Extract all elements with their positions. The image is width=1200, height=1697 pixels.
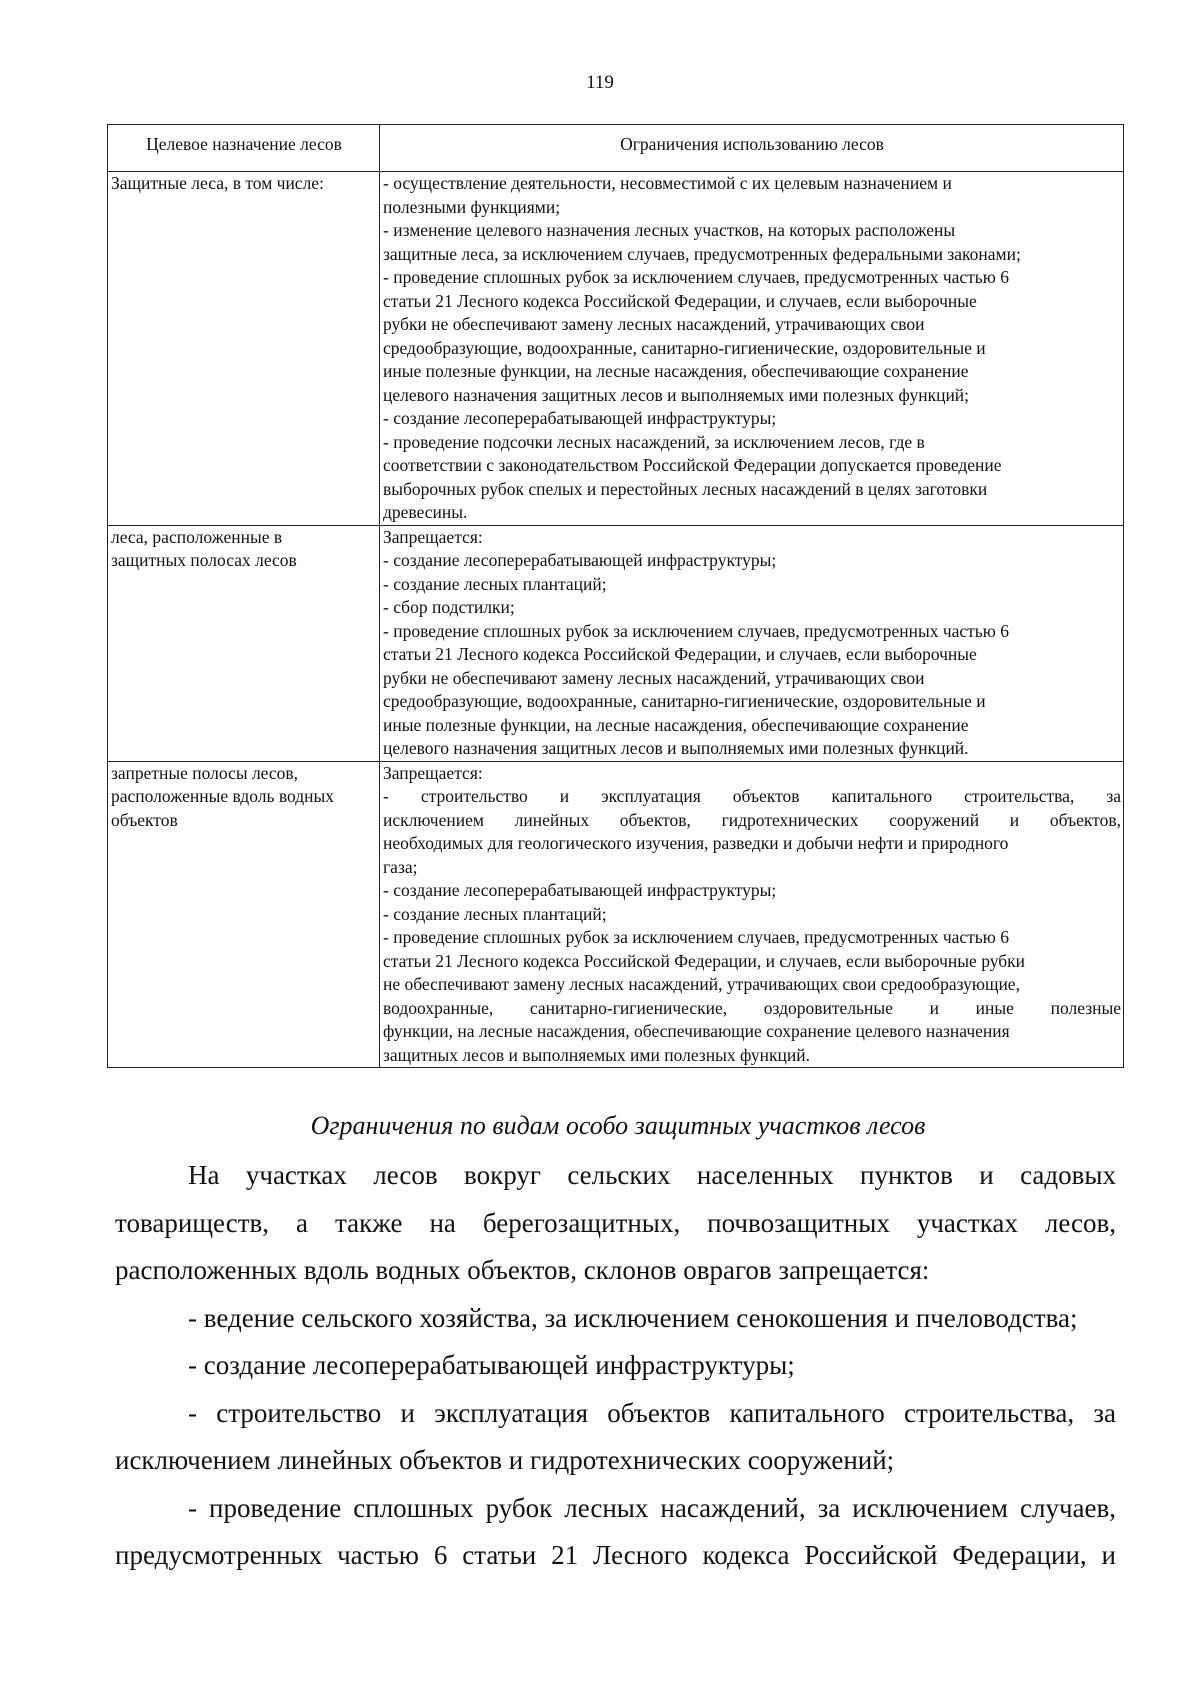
paragraph-line: - проведение сплошных рубок лесных насаждений, за исключением случаев, [188,1492,1116,1523]
restriction-line: средообразующие, водоохранные, санитарно-гигиенические, оздоровительные и [383,691,986,711]
category-cell [108,172,380,526]
restriction-line: - проведение сплошных рубок за исключением случаев, предусмотренных частью 6 [383,620,1009,641]
restriction-line: древесины. [383,502,468,522]
paragraph-line: - строительство и эксплуатация объектов капитального строительства, за [188,1397,1116,1428]
table-row [108,761,1124,1068]
restriction-line: соответствии с законодательством Российской Федерации допускается проведение [383,455,1002,475]
forest-restrictions-table [107,124,1124,1068]
restriction-line: иные полезные функции, на лесные насаждения, обеспечивающие сохранение [383,714,969,735]
paragraph-line: предусмотренных частью 6 статьи 21 Лесного кодекса Российской Федерации, и [115,1540,1116,1570]
restriction-line: статьи 21 Лесного кодекса Российской Федерации, и случаев, если выборочные [383,290,977,311]
restriction-line: полезными функциями; [383,196,561,217]
restriction-line: Запрещается: [383,526,483,547]
category-line: леса, расположенные в [111,526,283,547]
restriction-line: - сбор подстилки; [383,597,515,617]
category-cell [108,525,380,761]
restriction-line: выборочных рубок спелых и перестойных лесных насаждений в целях заготовки [383,478,988,499]
paragraph-line: - ведение сельского хозяйства, за исключением сенокошения и пчеловодства; [188,1302,1078,1333]
paragraph-line: На участках лесов вокруг сельских населенных пунктов и садовых [188,1160,1116,1190]
restriction-line: - осуществление деятельности, несовместимой с их целевым назначением и [383,173,952,193]
restriction-line: иные полезные функции, на лесные насаждения, обеспечивающие сохранение [383,361,969,381]
table-row [108,172,1124,526]
restriction-line: рубки не обеспечивают замену лесных насаждений, утрачивающих свои [383,314,925,334]
restriction-line: необходимых для геологического изучения, разведки и добычи нефти и природного [383,833,1009,853]
restriction-line: статьи 21 Лесного кодекса Российской Федерации, и случаев, если выборочные [383,644,977,664]
category-line: объектов [111,809,178,830]
restriction-line: рубки не обеспечивают замену лесных насаждений, утрачивающих свои [383,667,925,688]
restriction-line: - проведение подсочки лесных насаждений, за исключением лесов, где в [383,431,925,452]
table-row [108,525,1124,761]
paragraph-line: исключением линейных объектов и гидротехнических сооружений; [115,1445,895,1475]
paragraph-line: расположенных вдоль водных объектов, склонов оврагов запрещается: [115,1255,930,1285]
restriction-line: - строительство и эксплуатация объектов капитального строительства, за [383,786,1121,806]
restriction-line: защитных лесов и выполняемых ими полезных функций. [383,1044,810,1065]
table-header-row [108,125,1124,172]
restriction-line: - создание лесоперерабатывающей инфраструктуры; [383,550,777,570]
restriction-line: не обеспечивают замену лесных насаждений, утрачивающих свои средообразующие, [383,974,1020,994]
restriction-line: - создание лесоперерабатывающей инфраструктуры; [383,880,777,900]
restriction-line: целевого назначения защитных лесов и выполняемых ими полезных функций; [383,384,970,405]
category-line: запретные полосы лесов, [111,762,299,783]
restriction-line: средообразующие, водоохранные, санитарно-гигиенические, оздоровительные и [383,337,986,358]
header-restrictions: Ограничения использованию лесов [380,125,1124,172]
body-paragraphs [115,1152,1116,1580]
category-cell [108,761,380,1068]
restrictions-cell [380,525,1124,761]
page-number: 119 [586,72,614,93]
restriction-line: - создание лесных плантаций; [383,573,607,594]
restriction-line: - проведение сплошных рубок за исключением случаев, предусмотренных частью 6 [383,927,1009,947]
restriction-line: статьи 21 Лесного кодекса Российской Федерации, и случаев, если выборочные рубки [383,950,1026,971]
restrictions-cell [380,761,1124,1068]
category-line: расположенные вдоль водных [111,786,334,806]
category-line: Защитные леса, в том числе: [111,173,324,193]
restriction-line: - изменение целевого назначения лесных участков, на которых расположены [383,220,956,240]
restriction-line: целевого назначения защитных лесов и выполняемых ими полезных функций. [383,738,969,758]
restriction-line: - создание лесных плантаций; [383,903,607,924]
restriction-line: - создание лесоперерабатывающей инфраструктуры; [383,408,777,428]
restriction-line: водоохранные, санитарно-гигиенические, оздоровительные и иные полезные [383,997,1121,1018]
restriction-line: защитные леса, за исключением случаев, предусмотренных федеральными законами; [383,243,1021,264]
restriction-line: газа; [383,856,418,877]
restriction-line: исключением линейных объектов, гидротехнических сооружений и объектов, [383,809,1121,830]
section-subheading: Ограничения по видам особо защитных участков лесов [310,1111,926,1140]
restrictions-cell [380,172,1124,526]
paragraph-line: товариществ, а также на берегозащитных, почвозащитных участках лесов, [115,1207,1116,1238]
restriction-line: функции, на лесные насаждения, обеспечивающие сохранение целевого назначения [383,1021,1010,1041]
category-line: защитных полосах лесов [111,550,297,570]
restriction-line: Запрещается: [383,762,483,783]
header-purpose: Целевое назначение лесов [108,125,380,172]
restriction-line: - проведение сплошных рубок за исключением случаев, предусмотренных частью 6 [383,267,1009,287]
paragraph-line: - создание лесоперерабатывающей инфраструктуры; [188,1350,795,1380]
